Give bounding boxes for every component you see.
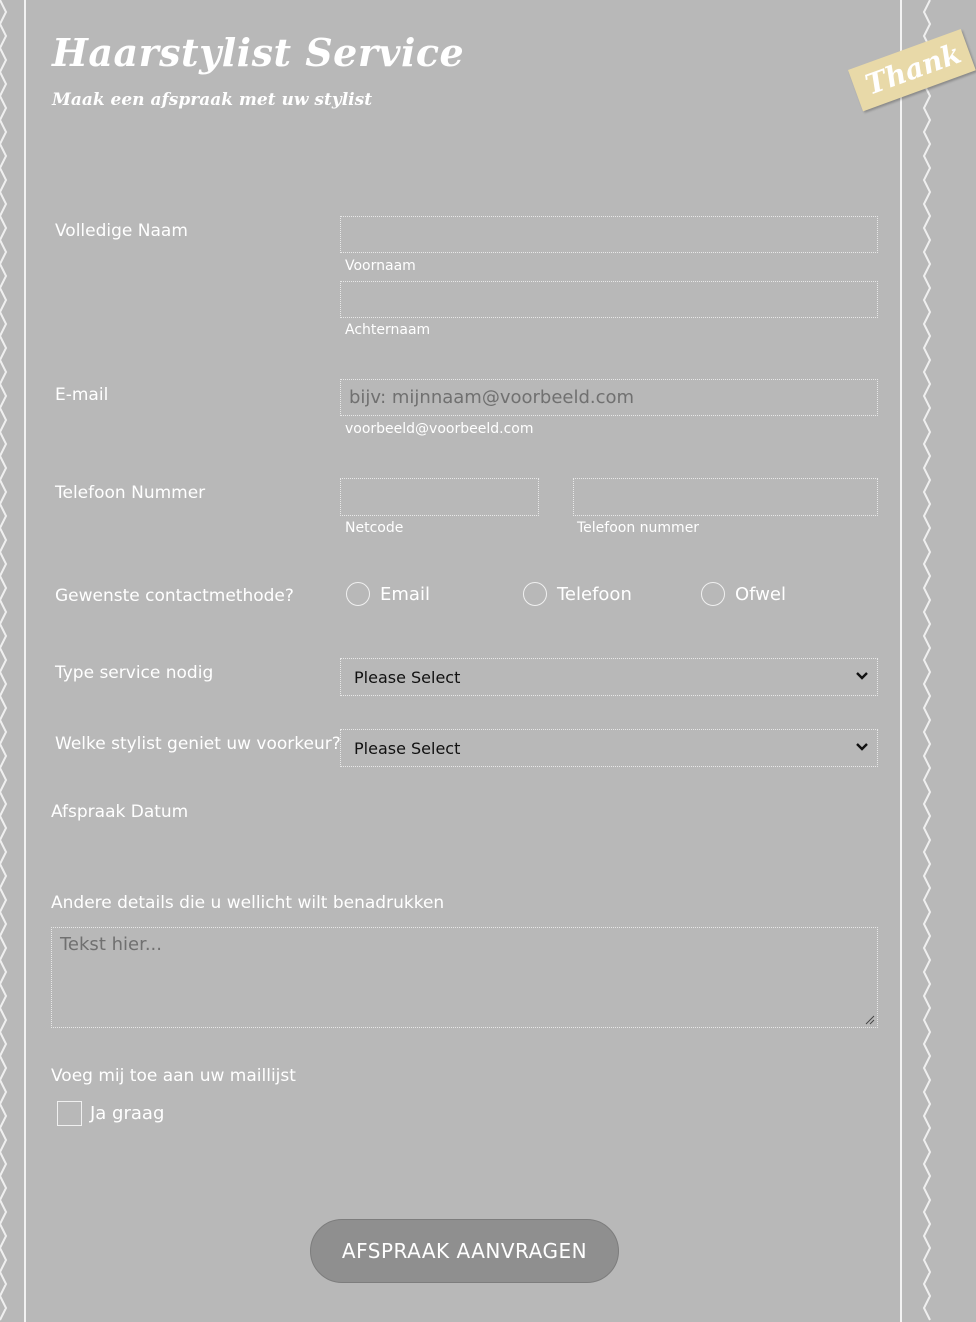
last-name-input[interactable] [340,281,878,318]
radio-email-label: Email [380,583,430,605]
stylist-select[interactable] [340,729,878,767]
radio-circle[interactable] [701,582,725,606]
details-textarea[interactable] [51,927,878,1028]
radio-telefoon[interactable] [523,582,632,606]
service-type-label: Type service nodig [55,663,214,683]
left-zigzag-border [0,0,8,1322]
chevron-down-icon [855,669,869,683]
phone-number-input[interactable] [573,478,878,516]
service-type-selected-value: Please Select [354,667,461,687]
first-name-sublabel: Voornaam [345,258,416,274]
radio-telefoon-label: Telefoon [557,583,632,605]
radio-ofwel-label: Ofwel [735,583,786,605]
details-placeholder: Tekst hier... [60,934,162,955]
email-input[interactable] [340,379,878,416]
service-type-select[interactable] [340,658,878,696]
stylist-label: Welke stylist geniet uw voorkeur? [55,734,341,754]
right-zigzag-border [922,0,930,1322]
stylist-selected-value: Please Select [354,738,461,758]
mailing-list-label: Voeg mij toe aan uw maillijst [51,1066,296,1086]
area-code-sublabel: Netcode [345,520,404,536]
right-divider-line [900,0,902,1322]
contact-method-label: Gewenste contactmethode? [55,586,294,606]
page-title: Haarstylist Service [52,30,465,75]
email-label: E-mail [55,385,109,405]
last-name-sublabel: Achternaam [345,322,431,338]
mailing-list-option-label: Ja graag [90,1103,165,1124]
appointment-date-label: Afspraak Datum [51,802,189,822]
radio-circle[interactable] [523,582,547,606]
left-divider-line [24,0,26,1322]
radio-ofwel[interactable] [701,582,786,606]
phone-number-sublabel: Telefoon nummer [577,520,700,536]
radio-circle[interactable] [346,582,370,606]
full-name-label: Volledige Naam [55,221,188,241]
email-sublabel: voorbeeld@voorbeeld.com [345,421,534,437]
thank-you-ribbon: Thank [848,29,976,111]
resize-grip-icon[interactable] [865,1015,875,1025]
chevron-down-icon [855,740,869,754]
radio-email[interactable] [346,582,430,606]
submit-button[interactable]: AFSPRAAK AANVRAGEN [310,1219,619,1283]
page-subtitle: Maak een afspraak met uw stylist [52,90,373,110]
first-name-input[interactable] [340,216,878,253]
mailing-list-checkbox[interactable] [57,1101,82,1126]
details-label: Andere details die u wellicht wilt benadrukken [51,893,445,913]
area-code-input[interactable] [340,478,539,516]
phone-label: Telefoon Nummer [55,483,206,503]
